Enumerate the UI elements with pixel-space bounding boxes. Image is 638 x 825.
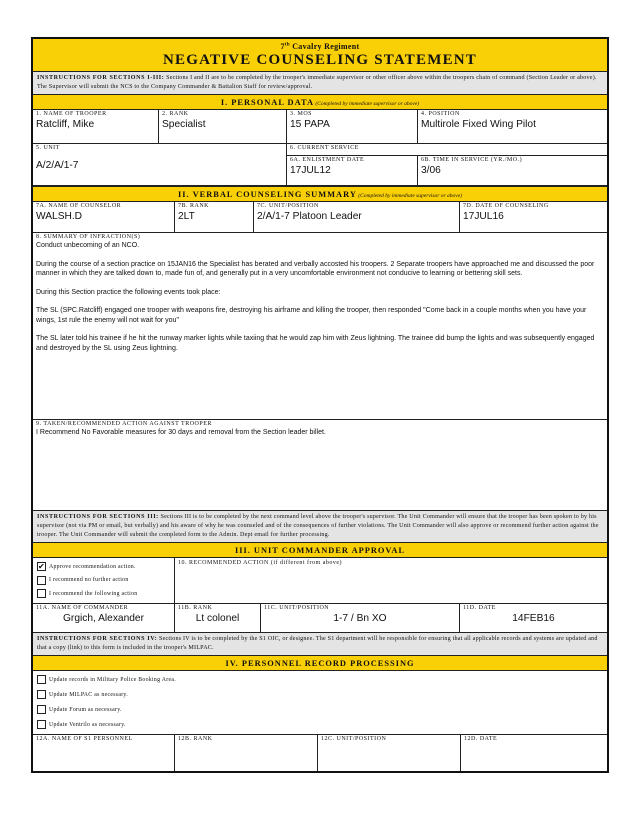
option-label: Update records in Military Police Booking Area. xyxy=(49,676,176,683)
summary-paragraph: The SL (SPC.Ratcliff) engaged one trooper with weapons fire, destroying his airframe and killing the trooper, then responded "Come back in a couple months when you have your wings, 1st rule the enemy will not wait for you" xyxy=(36,307,587,324)
form-title: NEGATIVE COUNSELING STATEMENT xyxy=(162,52,478,68)
field-note: (if different from above) xyxy=(268,560,343,566)
counselor-row xyxy=(33,202,607,233)
field-value: WALSH.D xyxy=(36,211,83,222)
field-label: 11A. NAME OF COMMANDER xyxy=(36,605,129,611)
field-label: 11B. RANK xyxy=(178,605,213,611)
recommended-action-field[interactable] xyxy=(33,420,607,511)
update-forum-option[interactable] xyxy=(33,702,607,717)
record-processing-options xyxy=(33,671,607,735)
form-header xyxy=(33,39,607,72)
current-service-group xyxy=(287,144,607,185)
field-value: 14FEB16 xyxy=(512,613,555,624)
update-mp-booking-option[interactable] xyxy=(33,672,607,687)
trooper-unit-field[interactable] xyxy=(33,144,287,185)
time-in-service-field[interactable] xyxy=(418,156,607,185)
s1-name-field[interactable] xyxy=(33,735,175,771)
field-label: 7B. RANK xyxy=(178,203,210,209)
field-label: 3. MOS xyxy=(290,111,313,117)
field-label: 8. SUMMARY OF INFRACTION(S) xyxy=(36,234,141,240)
counselor-name-field[interactable] xyxy=(33,202,175,232)
option-label: Update Forum as necessary. xyxy=(49,706,122,713)
enlistment-date-field[interactable] xyxy=(287,156,418,185)
counseling-date-field[interactable] xyxy=(460,202,607,232)
update-ventrilo-option[interactable] xyxy=(33,717,607,732)
section-title: I. PERSONAL DATA xyxy=(220,98,315,107)
field-label: 12B. RANK xyxy=(178,736,213,742)
s1-unit-field[interactable] xyxy=(318,735,461,771)
option-label: I recommend no further action xyxy=(49,577,129,584)
s1-rank-field[interactable] xyxy=(175,735,318,771)
commander-rank-field[interactable] xyxy=(175,604,261,632)
approval-row xyxy=(33,558,607,604)
option-label: Update Ventrilo as necessary. xyxy=(49,721,126,728)
section-title: IV. PERSONNEL RECORD PROCESSING xyxy=(225,659,415,668)
field-value: A/2/A/1-7 xyxy=(36,160,79,171)
section-title: II. VERBAL COUNSELING SUMMARY xyxy=(178,190,357,199)
field-value: 1-7 / Bn XO xyxy=(333,613,387,624)
field-value: 15 PAPA xyxy=(290,119,330,130)
field-label: 2. RANK xyxy=(162,111,189,117)
current-service-subfields xyxy=(287,156,607,185)
section-3-header xyxy=(33,543,607,558)
no-further-action-option[interactable] xyxy=(33,574,174,588)
field-label: 4. POSITION xyxy=(421,111,460,117)
field-label: 5. UNIT xyxy=(36,145,60,151)
summary-paragraph: The SL later told his trainee if he hit the runway marker lights while taxiing that he would zap him with Zeus lightning. The trainee did bump the lights and was subsequently engaged and destroyed by the SL using Zeus lightning. xyxy=(36,335,595,352)
instructions-lead: INSTRUCTIONS FOR SECTIONS IV: xyxy=(37,636,158,642)
regiment-ordinal: th xyxy=(284,42,290,48)
instructions-section-4 xyxy=(33,633,607,656)
trooper-position-field[interactable] xyxy=(418,110,607,143)
update-milpac-option[interactable] xyxy=(33,687,607,702)
infraction-summary-text xyxy=(33,240,607,363)
instructions-lead: INSTRUCTIONS FOR SECTIONS I-III: xyxy=(37,75,165,81)
recommended-action-text: I Recommend No Favorable measures for 30 days and removal from the Section leader billet. xyxy=(36,429,326,436)
instructions-section-3 xyxy=(33,511,607,543)
commander-date-field[interactable] xyxy=(460,604,607,632)
field-value: 17JUL16 xyxy=(463,211,504,222)
checkbox-icon[interactable] xyxy=(37,589,46,598)
counselor-unit-field[interactable] xyxy=(254,202,460,232)
field-value: Ratcliff, Mike xyxy=(36,119,95,130)
field-label: 9. TAKEN/RECOMMENDED ACTION AGAINST TROOPER xyxy=(36,421,212,427)
field-label: 12A. NAME OF S1 PERSONNEL xyxy=(36,736,133,742)
checkbox-icon[interactable] xyxy=(37,690,46,699)
field-value: Multirole Fixed Wing Pilot xyxy=(421,119,536,130)
field-label: 6A. ENLISTMENT DATE xyxy=(290,157,365,163)
checkbox-icon[interactable] xyxy=(37,576,46,585)
instructions-text: Sections III is to be completed by the next command level above the trooper's supervisor. The Unit Commander will ensure that the trooper has been spoken to by his supervisor (not via PM or email, but verbally) and his aware of why he was counseled and of the consequences of further violations. The Unit Commander will also approve or recommend further action against the trooper. The Unit Commander will submit the completed form to the Admin. Dept email for further processing. xyxy=(37,514,599,538)
trooper-name-field[interactable] xyxy=(33,110,159,143)
s1-date-field[interactable] xyxy=(461,735,607,771)
field-label: 11C. UNIT/POSITION xyxy=(264,605,330,611)
field-value: 2LT xyxy=(178,211,195,222)
trooper-rank-field[interactable] xyxy=(159,110,287,143)
field-label: 6B. TIME IN SERVICE (YR./MO.) xyxy=(421,157,523,163)
summary-paragraph: During this Section practice the following events took place: xyxy=(36,288,221,296)
field-value: 17JUL12 xyxy=(290,165,331,176)
regiment-name xyxy=(33,42,607,51)
personal-data-row-2 xyxy=(33,144,607,186)
field-label: 12C. UNIT/POSITION xyxy=(321,736,387,742)
commander-row xyxy=(33,604,607,633)
approve-recommendation-option[interactable] xyxy=(33,560,174,574)
field-label: 6. CURRENT SERVICE xyxy=(287,144,607,156)
negative-counseling-form xyxy=(31,37,609,773)
approval-options xyxy=(33,558,175,603)
field-label: 11D. DATE xyxy=(463,605,496,611)
trooper-mos-field[interactable] xyxy=(287,110,418,143)
field-label: 7D. DATE OF COUNSELING xyxy=(463,203,549,209)
commander-name-field[interactable] xyxy=(33,604,175,632)
instructions-lead: INSTRUCTIONS FOR SECTIONS III: xyxy=(37,514,159,520)
instructions-sections-1-3 xyxy=(33,72,607,95)
commander-unit-field[interactable] xyxy=(261,604,460,632)
summary-paragraph: Conduct unbecoming of an NCO. xyxy=(36,242,140,249)
field-label: 10. RECOMMENDED ACTION xyxy=(178,560,269,566)
field-value: Lt colonel xyxy=(195,613,240,624)
checkbox-icon[interactable] xyxy=(37,705,46,714)
section-4-header xyxy=(33,656,607,671)
checkbox-icon[interactable] xyxy=(37,720,46,729)
field-label: 7A. NAME OF COUNSELOR xyxy=(36,203,122,209)
instructions-text: Sections I and II are to be completed by the trooper's immediate supervisor or other officer above within the troopers chain of command (Section Leader or above). The Supervisor will submit the NCS to the Company Commander & Battalion Staff for review/approval. xyxy=(37,75,597,90)
section-note: (Completed by immediate supervisor or above) xyxy=(314,101,420,107)
option-label: I recommend the following action xyxy=(49,590,138,597)
section-title: III. UNIT COMMANDER APPROVAL xyxy=(234,546,406,555)
field-label: 7C. UNIT/POSITION xyxy=(257,203,319,209)
checkbox-checked-icon[interactable]: ✔ xyxy=(38,561,46,571)
infraction-summary-field[interactable] xyxy=(33,233,607,420)
s1-personnel-row xyxy=(33,735,607,771)
field-value: 2/A/1-7 Platoon Leader xyxy=(257,211,362,222)
summary-paragraph: During the course of a section practice on 15JAN16 the Specialist has berated and verbally accosted his troopers. 2 Separate troopers have approached me and discussed the poor manner in which they are talked down to, made fun of, and generally put in a very uncomfortable environment not conducive to learning or bettering skill sets. xyxy=(36,260,595,277)
regiment-label: Cavalry Regiment xyxy=(289,42,360,51)
section-1-header xyxy=(33,95,607,110)
section-note: (Completed by immediate supervisor or above) xyxy=(356,193,462,199)
commander-recommended-action-field[interactable] xyxy=(175,558,607,603)
counselor-rank-field[interactable] xyxy=(175,202,254,232)
field-value: 3/06 xyxy=(421,165,441,176)
field-label: 1. NAME OF TROOPER xyxy=(36,111,107,117)
following-action-option[interactable] xyxy=(33,587,174,601)
option-label: Update MILPAC as necessary. xyxy=(49,691,128,698)
instructions-text: Sections IV is to be completed by the S1 OIC, or designee. The S1 department will be responsible for ensuring that all applicable records and systems are updated and that a copy (link) to this form is included in the trooper's MILPAC. xyxy=(37,636,598,651)
option-label: Approve recommendation action. xyxy=(49,563,136,570)
field-label: 12D. DATE xyxy=(464,736,498,742)
personal-data-row-1 xyxy=(33,110,607,144)
checkbox-icon[interactable] xyxy=(37,675,46,684)
field-value: Specialist xyxy=(162,119,206,130)
field-value: Grgich, Alexander xyxy=(63,613,144,624)
regiment-number: 7 xyxy=(280,42,285,51)
section-2-header xyxy=(33,186,607,202)
